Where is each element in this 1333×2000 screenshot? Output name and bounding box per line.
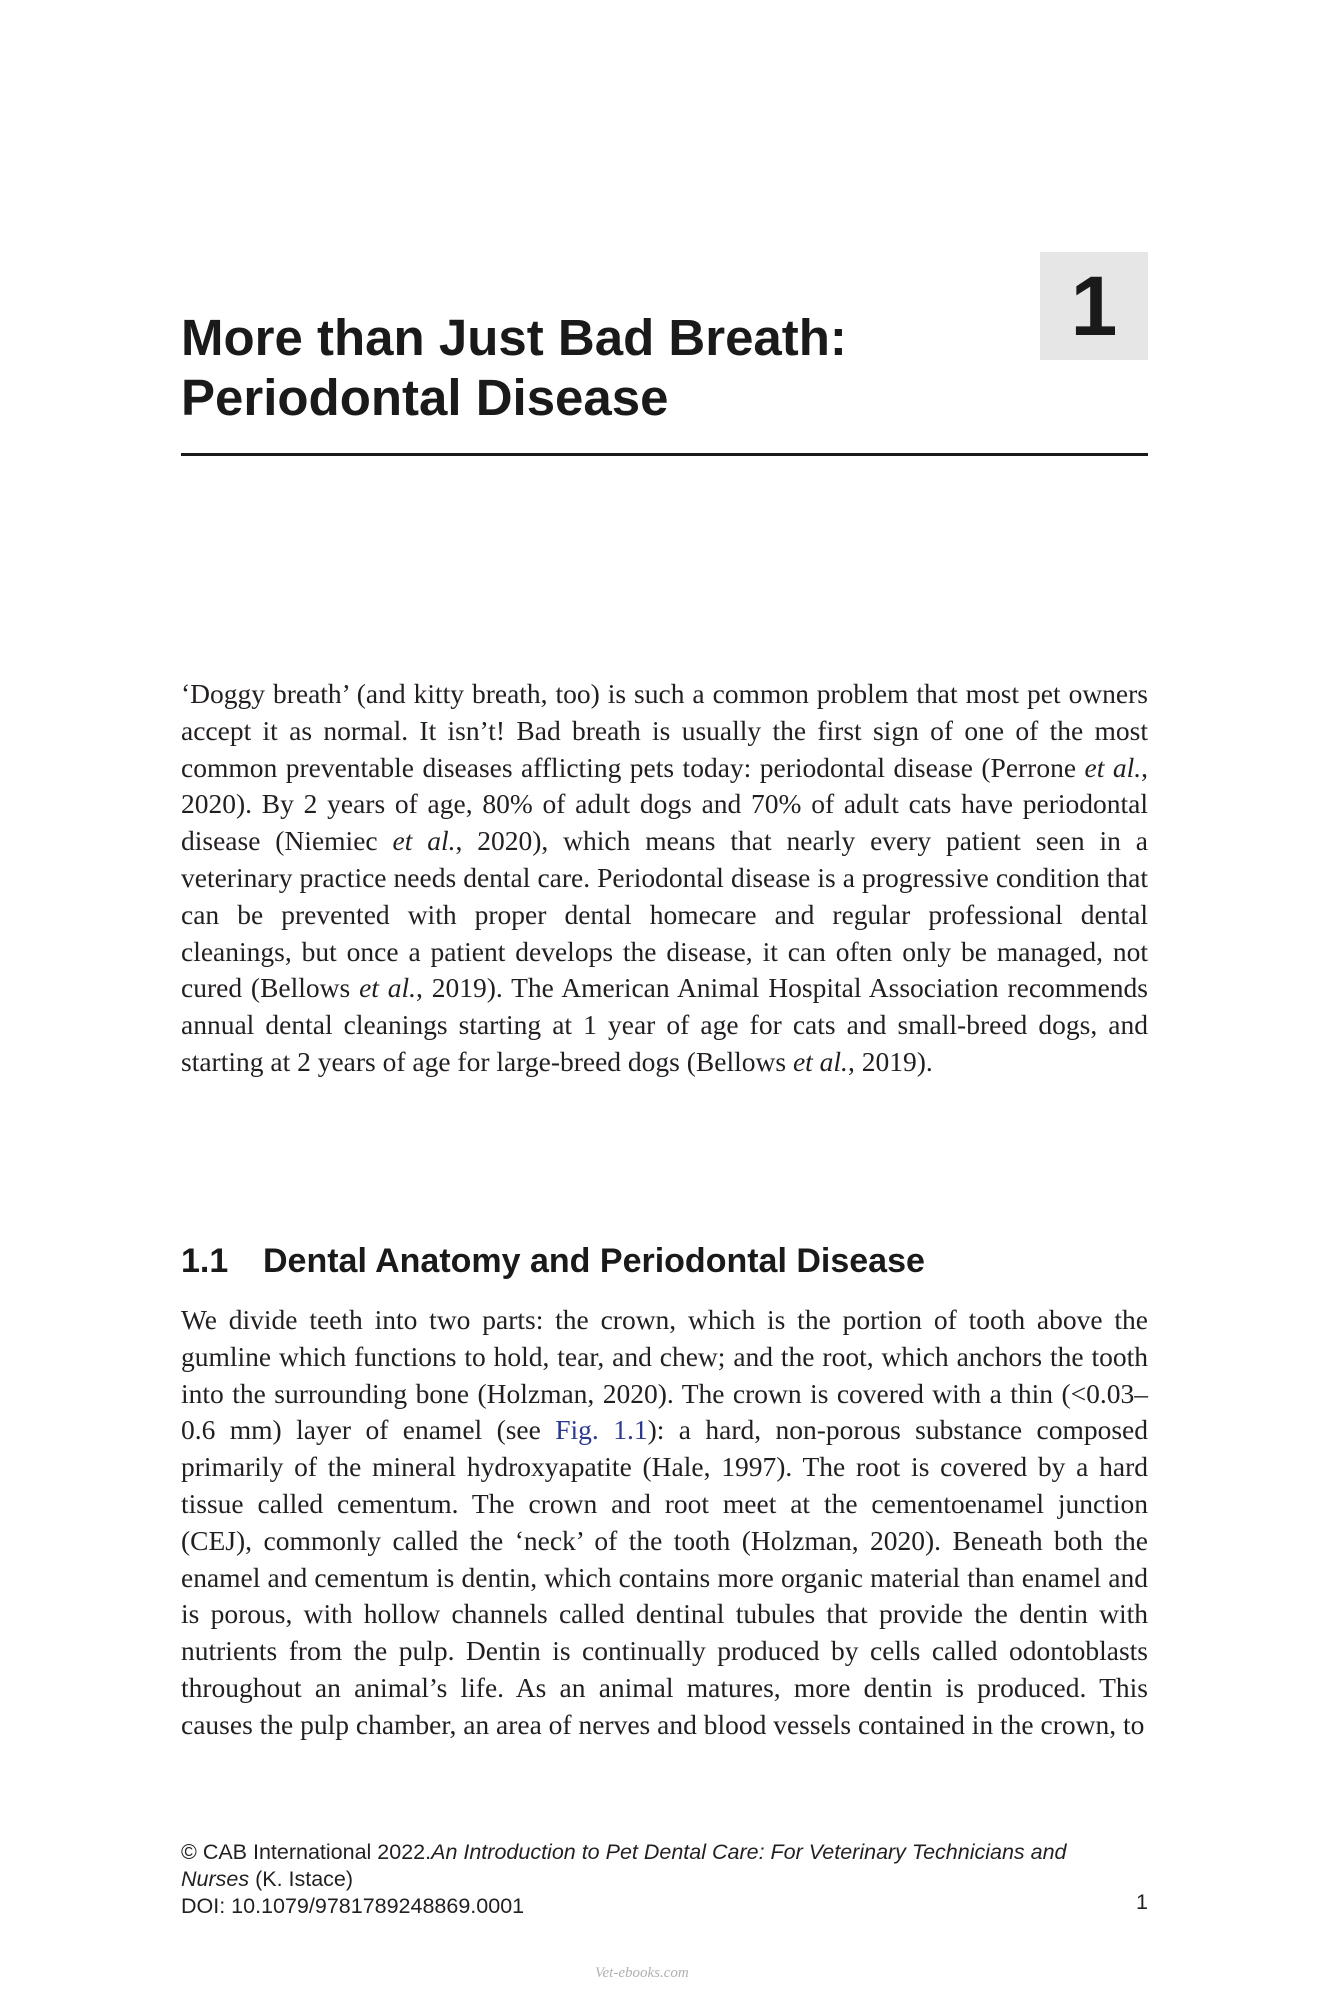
chapter-number: 1	[1070, 258, 1118, 353]
book-title: An Introduction to Pet Dental Care: For Veterinary Technicians and Nurses	[181, 1840, 1067, 1891]
chapter-title	[181, 308, 1001, 428]
chapter-title-line-2: Periodontal Disease	[181, 369, 669, 426]
copyright: © CAB International 2022.	[181, 1840, 432, 1864]
chapter-title-line-1: More than Just Bad Breath:	[181, 309, 847, 366]
title-rule	[181, 453, 1148, 456]
watermark: Vet-ebooks.com	[595, 1965, 689, 1981]
section-title: Dental Anatomy and Periodontal Disease	[263, 1242, 925, 1280]
doi: DOI: 10.1079/9781789248869.0001	[181, 1894, 525, 1918]
figure-link[interactable]: Fig. 1.1	[555, 1414, 648, 1446]
section-paragraph: We divide teeth into two parts: the crown, which is the portion of tooth above the gumline which functions to hold, tear, and chew; and the root, which anchors the tooth into the surrounding bone (Holzman, 2020). The crown is covered with a thin (<0.03–0.6 mm) layer of enamel (see Fig. 1.1): a hard, non-porous substance composed primarily of the mineral hydroxyapatite (Hale, 1997). The root is covered by a hard tissue called cementum. The crown and root meet at the cementoenamel junction (CEJ), commonly called the ‘neck’ of the tooth (Holzman, 2020). Beneath both the enamel and cementum is dentin, which contains more organic material than enamel and is porous, with hollow channels called dentinal tubules that provide the dentin with nutrients from the pulp. Dentin is continually produced by cells called odontoblasts throughout an animal’s life. As an animal matures, more dentin is produced. This causes the pulp chamber, an area of nerves and blood vessels contained in the crown, to	[181, 1304, 1148, 1740]
section-number: 1.1	[181, 1242, 229, 1280]
copyright-footer	[181, 1839, 1081, 1920]
chapter-number-box	[1040, 252, 1148, 360]
intro-paragraph: ‘Doggy breath’ (and kitty breath, too) is such a common problem that most pet owners accept it as normal. It isn’t! Bad breath is usually the first sign of one of the most common preventable diseases afflicting pets today: periodontal disease (Perrone et al., 2020). By 2 years of age, 80% of adult dogs and 70% of adult cats have periodontal disease (Niemiec et al., 2020), which means that nearly every patient seen in a veterinary practice needs dental care. Periodontal disease is a progressive condition that can be prevented with proper dental homecare and regular professional dental cleanings, but once a patient develops the disease, it can often only be managed, not cured (Bellows et al., 2019). The American Animal Hospital Association recommends annual dental cleanings starting at 1 year of age for cats and small-breed dogs, and starting at 2 years of age for large-breed dogs (Bellows et al., 2019).	[181, 678, 1148, 1077]
author: (K. Istace)	[249, 1867, 354, 1891]
page-number: 1	[1136, 1890, 1148, 1914]
section-heading	[181, 1240, 925, 1282]
